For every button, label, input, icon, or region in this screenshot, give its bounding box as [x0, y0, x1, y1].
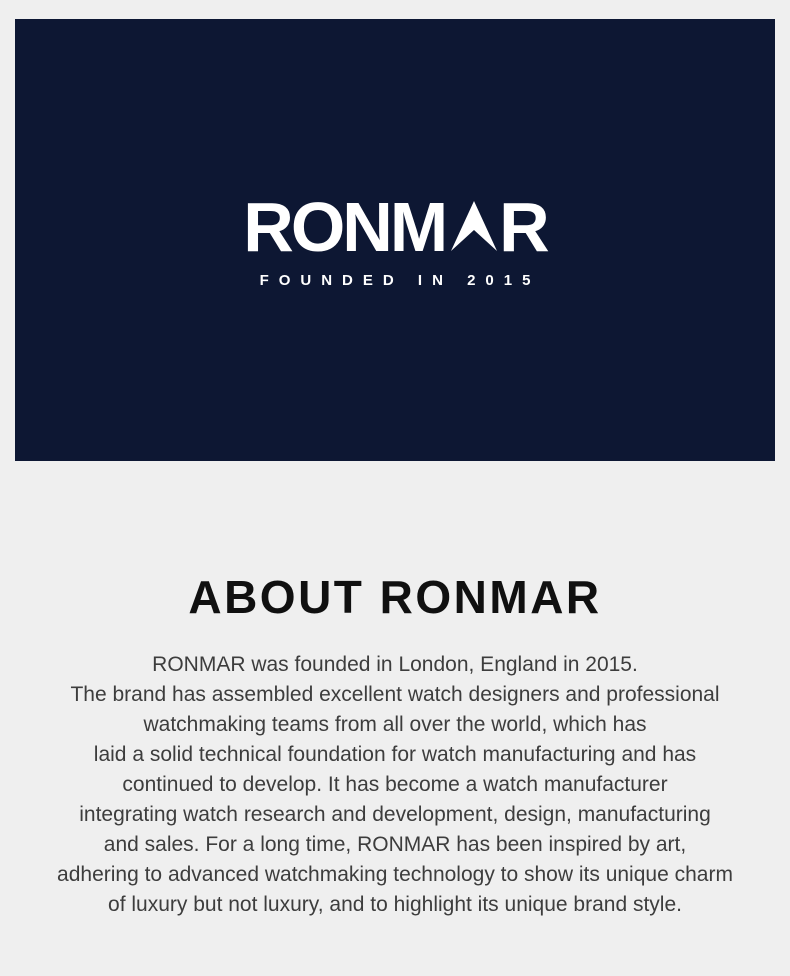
- about-description-line: The brand has assembled excellent watch designers and professional: [70, 683, 720, 706]
- about-description-line: and sales. For a long time, RONMAR has been inspired by art,: [103, 833, 687, 856]
- about-section-title: ABOUT RONMAR: [188, 571, 602, 623]
- about-description: [0, 650, 790, 920]
- about-description-line: adhering to advanced watchmaking technology to show its unique charm: [57, 863, 733, 886]
- logo-text-right: R: [499, 187, 547, 266]
- about-description-line: continued to develop. It has become a watch manufacturer: [122, 773, 668, 796]
- brand-logo: [243, 187, 547, 266]
- about-description-line: integrating watch research and development, design, manufacturing: [79, 803, 711, 826]
- brand-banner: [15, 19, 775, 461]
- about-description-line: RONMAR was founded in London, England in 2015.: [152, 653, 638, 676]
- logo-text-left: RONM: [243, 187, 446, 266]
- about-description-line: laid a solid technical foundation for watch manufacturing and has: [93, 743, 697, 766]
- about-description-line: watchmaking teams from all over the world, which has: [143, 713, 647, 736]
- about-description-line: of luxury but not luxury, and to highlight its unique brand style.: [108, 893, 682, 916]
- brand-tagline: FOUNDED IN 2015: [259, 271, 541, 289]
- logo-triangle-a-icon: [451, 201, 497, 251]
